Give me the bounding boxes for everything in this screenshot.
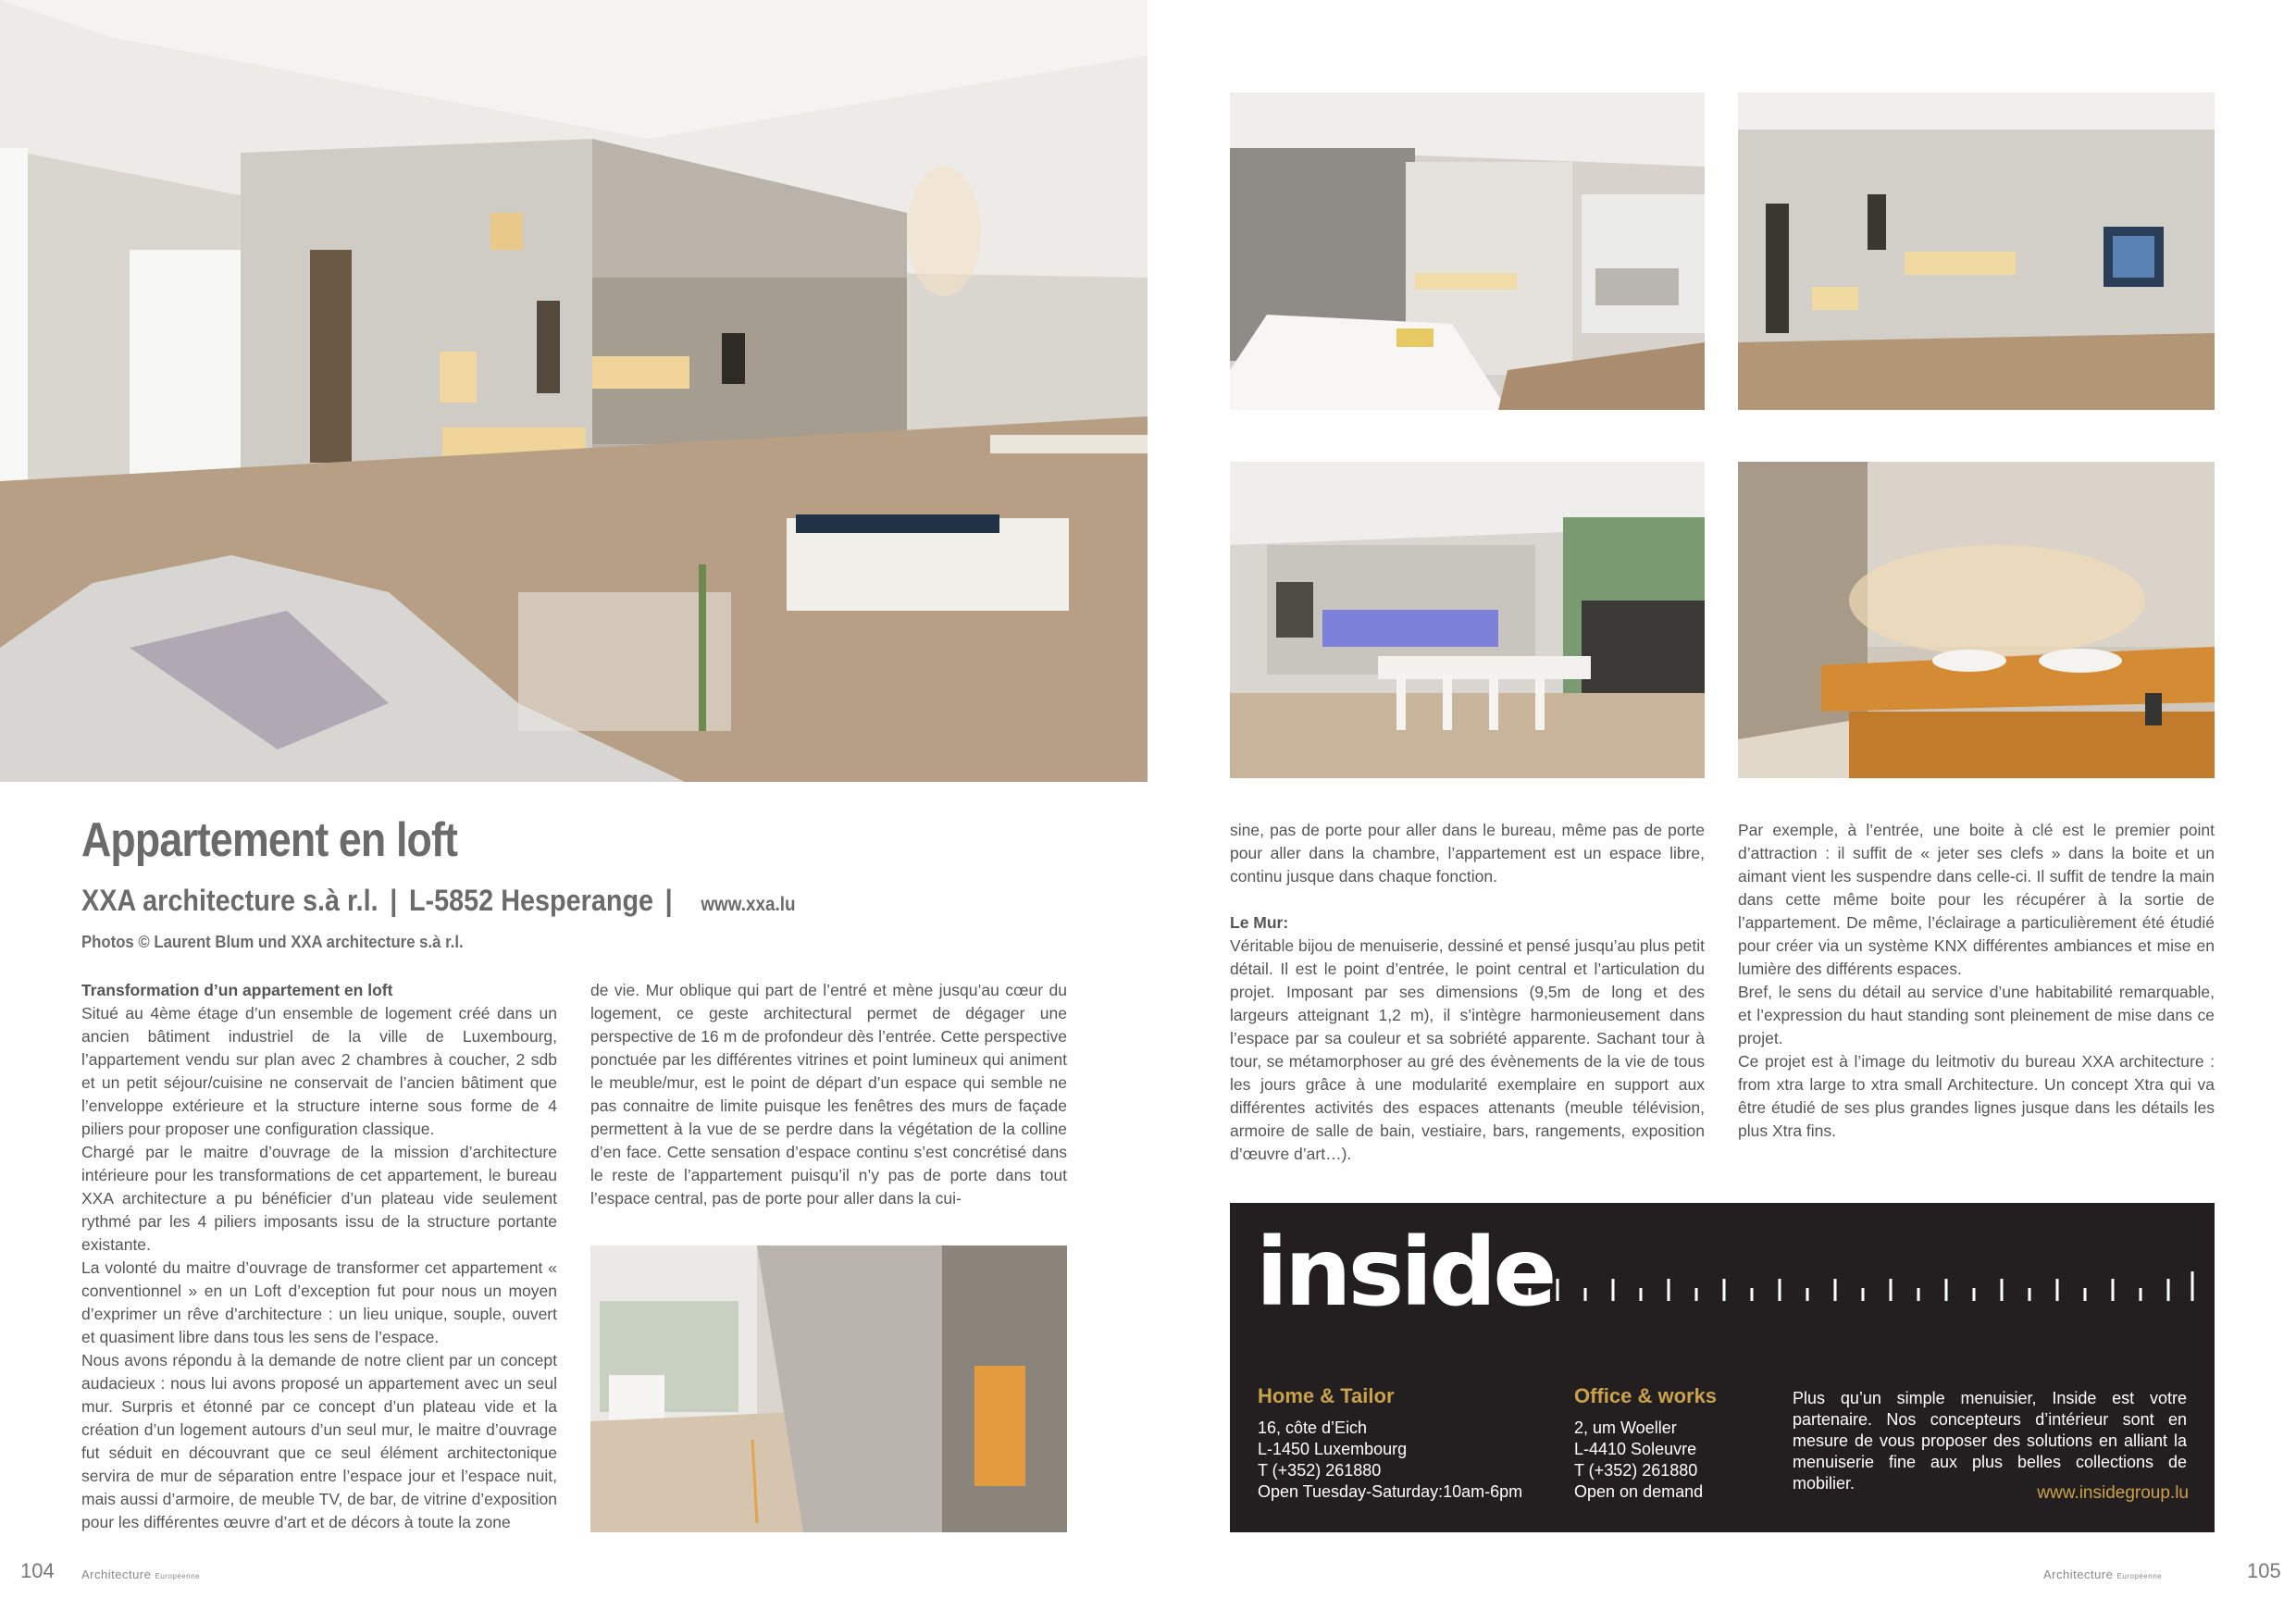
- ad-website-link[interactable]: www.insidegroup.lu: [2037, 1483, 2189, 1503]
- hours-line: Open Tuesday-Saturday:10am-6pm: [1258, 1482, 1523, 1501]
- article-title: Appartement en loft: [81, 813, 458, 867]
- text-column-1: [81, 979, 557, 1534]
- spacer: [1230, 888, 1705, 911]
- inside-logo: inside: [1256, 1218, 1554, 1328]
- magazine-name-right: [2043, 1567, 2162, 1581]
- address-line: L-1450 Luxembourg: [1258, 1440, 1408, 1458]
- phone-line: T (+352) 261880: [1574, 1461, 1698, 1480]
- ad-blurb: Plus qu’un simple menuisier, Inside est votre partenaire. Nos concepteurs d’intérieur sont en mesure de vous proposer des solutions en alliant la menuiserie fine aux plus belles collections de mobilier.: [1793, 1389, 2187, 1493]
- phone-line: T (+352) 261880: [1258, 1461, 1382, 1480]
- magazine-subtitle: Européenne: [155, 1572, 201, 1580]
- text-column-2: [590, 979, 1067, 1210]
- photo-bathroom: [1738, 462, 2215, 778]
- photo-living-room: [0, 0, 1148, 782]
- home-tailor-address: [1258, 1418, 1522, 1503]
- paragraph: La volonté du maitre d’ouvrage de transformer cet appartement « conventionnel » en un Loft d’exception fut pour nous un moyen d’exprimer un rêve d’architecture : un lieu unique, souple, ouvert et quasiment libre dans tous les sens de l’espace.: [81, 1258, 557, 1346]
- paragraph: Bref, le sens du détail au service d’une habitabilité remarquable, et l’expression du haut standing sont pleinement de mise dans ce projet.: [1738, 983, 2215, 1047]
- page-number-left: 104: [20, 1559, 55, 1582]
- website-link[interactable]: www.xxa.lu: [701, 894, 796, 915]
- photo-kitchen: [1230, 462, 1705, 778]
- architect-name: XXA architecture s.à r.l.: [81, 884, 379, 917]
- magazine-subtitle: Européenne: [2116, 1572, 2163, 1580]
- paragraph: Chargé par le maitre d’ouvrage de la mission d’architecture intérieure pour les transformations de cet appartement, le bureau XXA architecture a pu bénéficier d’un plateau vide seulement rythmé par les 4 piliers imposants issu de la structure portante existante.: [81, 1143, 557, 1254]
- office-works-label: Office & works: [1574, 1384, 1718, 1407]
- paragraph: Véritable bijou de menuiserie, dessiné et pensé jusqu’au plus petit détail. Il est le point d’entrée, le point central et l’articulation du projet. Imposant par ses dimensions (9,5m de long et des largeurs atteignant 1,2 m), il s’intègre harmonieusement dans l’espace par sa couleur et sa sobriété apparente. Sachant tour à tour, se métamorphoser au gré des évènements de la vie de tous les jours grâce à une modularité exemplaire en support aux différentes activités des espaces attenants (meuble télévision, armoire de salle de bain, vestiaire, bars, rangements, exposition d’œuvre d’art…).: [1230, 936, 1705, 1163]
- photo-bedroom: [1230, 93, 1705, 410]
- article-subtitle: [81, 884, 796, 918]
- paragraph: Par exemple, à l’entrée, une boite à clé est le premier point d’attraction : il suffit de « jeter ses clefs » dans la boite et un aimant vient les suspendre dans celle-ci. Il suffit de tendre la main dans cette même boite pour les récupérer à la sortie de l’appartement. De même, l’éclairage a particulièrement été étudié pour créer via un système KNX différentes ambiances et mise en lumière des différents espaces.: [1738, 821, 2215, 978]
- address-line: 2, um Woeller: [1574, 1419, 1677, 1437]
- location: L-5852 Hesperange: [408, 884, 654, 917]
- address-line: L-4410 Soleuvre: [1574, 1440, 1697, 1458]
- separator: |: [664, 884, 673, 917]
- paragraph: sine, pas de porte pour aller dans le bureau, même pas de porte pour aller dans la chambre, l’appartement est un espace libre, continu jusque dans chaque fonction.: [1230, 821, 1705, 886]
- address-line: 16, côte d’Eich: [1258, 1419, 1368, 1437]
- magazine-title: Architecture: [2043, 1567, 2114, 1581]
- photo-credits: Photos © Laurent Blum und XXA architecture s.à r.l.: [81, 933, 464, 951]
- section-heading: Transformation d’un appartement en loft: [81, 981, 393, 999]
- hours-line: Open on demand: [1574, 1482, 1704, 1501]
- paragraph: Nous avons répondu à la demande de notre client par un concept audacieux : nous lui avons proposé un appartement avec un seul mur. Surpris et étonné par ce concept d’un plateau vide et la création d’un logement autours d’un seul mur, le maitre d’ouvrage fut séduit en découvrant que ce seul élément architectonique servira de mur de séparation entre l’espace jour et l’espace nuit, mais aussi d’armoire, de meuble TV, de bar, de vitrine d’exposition pour les différentes œuvre d’art et de décors à toute la zone: [81, 1351, 557, 1531]
- photo-hallway: [590, 1245, 1067, 1532]
- page-number-right: 105: [2247, 1559, 2281, 1582]
- paragraph: Ce projet est à l’image du leitmotiv du bureau XXA architecture : from xtra large to xtra small Architecture. Un concept Xtra qui va être étudié de ses plus grandes lignes jusque dans les détails les plus Xtra fins.: [1738, 1052, 2215, 1140]
- section-heading: Le Mur:: [1230, 913, 1289, 932]
- magazine-name-left: [81, 1567, 200, 1581]
- inside-advertisement: [1230, 1203, 2215, 1532]
- home-tailor-label: Home & Tailor: [1258, 1384, 1395, 1407]
- paragraph: Situé au 4ème étage d’un ensemble de logement créé dans un ancien bâtiment industriel de la ville de Luxembourg, l’appartement vendu sur plan avec 2 chambres à coucher, 2 sdb et un petit séjour/cuisine ne conservait de l’ancien bâtiment que l’enveloppe extérieure et la structure interne sous forme de 4 piliers pour proposer une configuration classique.: [81, 1004, 557, 1138]
- paragraph: de vie. Mur oblique qui part de l’entré et mène jusqu’au cœur du logement, ce geste architectural permet de dégager une perspective de 16 m de profondeur dès l’entrée. Cette perspective ponctuée par les différentes vitrines et point lumineux qui animent le meuble/mur, est le point de départ d’un espace qui semble ne pas connaitre de limite puisque les fenêtres des murs de façade permettent à la vue de se perdre dans la végétation de la colline d’en face. Cette sensation d’espace continu s’est concrétisé dans le reste de l’appartement puisqu’il n’y pas de porte dans tout l’espace central, pas de porte pour aller dans la cui-: [590, 981, 1067, 1208]
- ruler-decoration: [1528, 1270, 2194, 1301]
- separator: |: [390, 884, 398, 917]
- office-works-address: [1574, 1418, 1703, 1503]
- photo-wall-cabinet: [1738, 93, 2215, 410]
- text-column-4: [1738, 819, 2215, 1143]
- text-column-3: [1230, 819, 1705, 1166]
- magazine-title: Architecture: [81, 1567, 152, 1581]
